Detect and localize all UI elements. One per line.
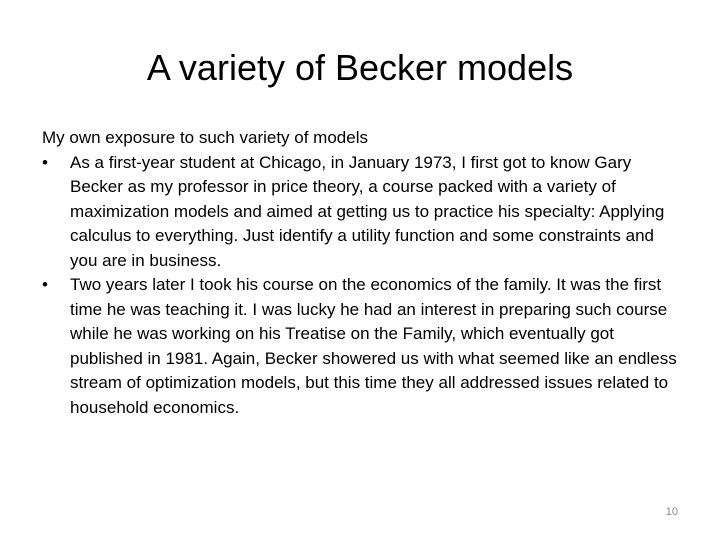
- bullet-list: [42, 151, 682, 421]
- slide-body: [42, 126, 682, 420]
- bullet-item: [42, 151, 682, 274]
- slide-title: A variety of Becker models: [146, 47, 574, 88]
- bullet-text: As a first-year student at Chicago, in January 1973, I first got to know Gary Becker as my professor in price theory, a course packed with a variety of maximization models and aimed at getting us to practice his specialty: Applying calculus to everything. Just identify a utility function and some constraints and you are in business.: [70, 152, 665, 270]
- bullet-text: Two years later I took his course on the economics of the family. It was the first time he was teaching it. I was lucky he had an interest in preparing such course while he was working on his Treatise on the Family, which eventually got published in 1981. Again, Becker showered us with what seemed like an endless stream of optimization models, but this time they all addressed issues related to household economics.: [70, 275, 677, 417]
- bullet-marker: •: [42, 275, 48, 294]
- bullet-item: [42, 273, 682, 420]
- bullet-marker: •: [42, 152, 48, 172]
- page-number: 10: [665, 506, 678, 518]
- section-heading: My own exposure to such variety of models: [42, 128, 368, 147]
